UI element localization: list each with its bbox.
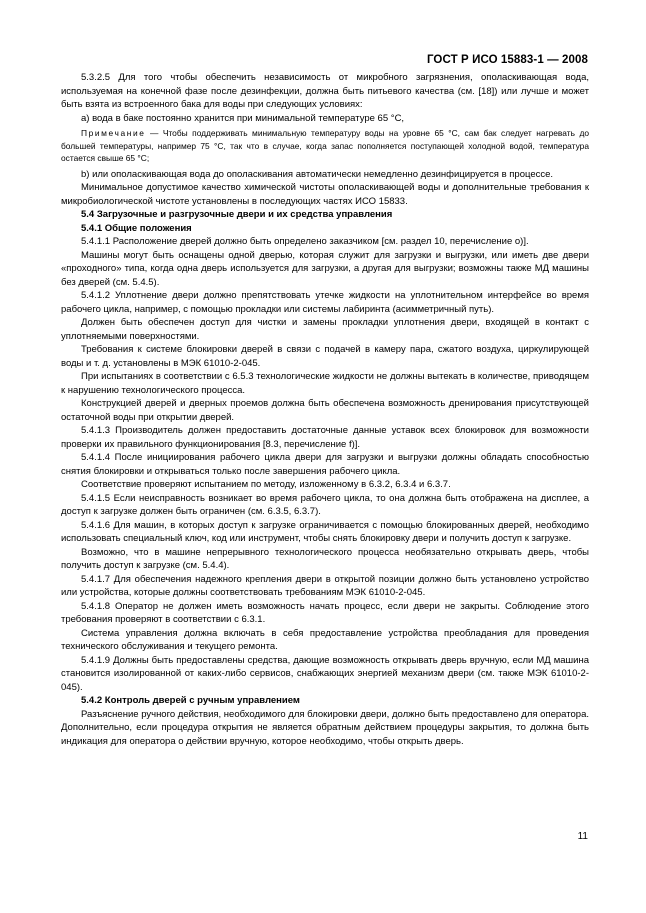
paragraph: Конструкцией дверей и дверных проемов должна быть обеспечена возможность дренирования присутствующей остаточной воды при открытии дверей.	[61, 398, 589, 423]
subsection-heading: 5.4.2 Контроль дверей с ручным управлением	[81, 695, 300, 706]
paragraph: Минимальное допустимое качество химической чистоты ополаскивающей воды и дополнительные требования к микробиологической чистоте установлены в последующих частях ИСО 15833.	[61, 182, 589, 207]
paragraph: 5.4.1.3 Производитель должен предоставить достаточные данные уставок всех блокировок для возможности проверки их правильного функционирования [8.3, перечисление f)].	[61, 425, 589, 450]
note-text: — Чтобы поддерживать минимальную температуру воды на уровне 65 °С, сам бак следует нагревать до большей температуры, например 75 °С, так что в случае, когда запас пополняется поступающей холодной водой, температура остается свыше 65 °С;	[61, 128, 589, 163]
paragraph: 5.4.1.6 Для машин, в которых доступ к загрузке ограничивается с помощью блокированных дверей, необходимо использовать специальный ключ, код или инструмент, чтобы снять блокировку двери и получить доступ к загрузке.	[61, 519, 589, 544]
paragraph: При испытаниях в соответствии с 6.5.3 технологические жидкости не должны вытекать в количестве, приводящем к нарушению технологического процесса.	[61, 371, 589, 396]
paragraph: 5.3.2.5 Для того чтобы обеспечить независимость от микробного загрязнения, ополаскивающая вода, используемая на конечной фазе после дезинфекции, должна быть питьевого качества (см. [18]) или лучше и может быть взята из встроенного бака для воды при следующих условиях:	[61, 72, 589, 110]
page-number: 11	[577, 831, 588, 842]
document-body	[61, 71, 589, 748]
paragraph: a) вода в баке постоянно хранится при минимальной температуре 65 °С,	[81, 112, 405, 124]
paragraph: 5.4.1.1 Расположение дверей должно быть определено заказчиком [см. раздел 10, перечисление o)].	[81, 236, 529, 247]
paragraph: Машины могут быть оснащены одной дверью, которая служит для загрузки и выгрузки, или иметь две двери «проходного» типа, когда одна дверь используется для загрузки, а другая для выгрузки; возможны также МД машины без дверей (см. 5.4.5).	[61, 249, 589, 288]
paragraph: Требования к системе блокировки дверей в связи с подачей в камеру пара, сжатого воздуха, циркулирующей воды и т. д. установлены в МЭК 61010-2-045.	[61, 344, 589, 369]
paragraph: 5.4.1.5 Если неисправность возникает во время рабочего цикла, то она должна быть отображена на дисплее, а доступ к загрузке должен быть ограничен (см. 6.3.5, 6.3.7).	[61, 492, 589, 517]
paragraph: Система управления должна включать в себя предоставление устройства преобладания для проведения технического обслуживания и текущего ремонта.	[61, 627, 589, 652]
subsection-heading: 5.4.1 Общие положения	[81, 222, 192, 234]
standard-header: ГОСТ Р ИСО 15883-1 — 2008	[426, 54, 588, 66]
paragraph: Разъяснение ручного действия, необходимого для блокировки двери, должно быть предоставлено для оператора. Дополнительно, если процедура открытия не является обратным действием процедуры закрытия, то должна быть индикация для оператора о действии вручную, которое необходимо, чтобы открыть дверь.	[61, 708, 589, 747]
paragraph: 5.4.1.7 Для обеспечения надежного крепления двери в открытой позиции должно быть установлено устройство или устройства, которые должны соответствовать требованиям МЭК 61010-2-045.	[61, 573, 589, 598]
paragraph: 5.4.1.8 Оператор не должен иметь возможность начать процесс, если двери не закрыты. Соблюдение этого требования проверяют в соответствии с 6.3.1.	[61, 600, 589, 625]
paragraph: b) или ополаскивающая вода до ополаскивания автоматически немедленно дезинфицируется в процессе.	[81, 168, 554, 180]
paragraph: 5.4.1.4 После инициирования рабочего цикла двери для загрузки и выгрузки должны обладать способностью снятия блокировки и открываться только после завершения рабочего цикла.	[61, 452, 589, 477]
note	[61, 127, 589, 165]
paragraph: Должен быть обеспечен доступ для чистки и замены прокладки уплотнения двери, входящей в контакт с уплотняемыми поверхностями.	[61, 317, 589, 342]
paragraph: Возможно, что в машине непрерывного технологического процесса необязательно открывать дверь, чтобы получить доступ к загрузке (см. 5.4.4).	[61, 546, 589, 571]
paragraph: 5.4.1.2 Уплотнение двери должно препятствовать утечке жидкости на уплотнительном интерфейсе во время рабочего цикла, например, с помощью прокладки или системы лабиринта (асимметричный путь).	[61, 290, 589, 315]
note-label: Примечание	[81, 128, 146, 138]
paragraph: 5.4.1.9 Должны быть предоставлены средства, дающие возможность открывать дверь вручную, если МД машина становится изолированной от каких-либо сервисов, снабжающих энергией механизм двери (см. также МЭК 61010-2-045).	[61, 654, 589, 693]
paragraph: Соответствие проверяют испытанием по методу, изложенному в 6.3.2, 6.3.4 и 6.3.7.	[81, 479, 451, 490]
section-heading: 5.4 Загрузочные и разгрузочные двери и их средства управления	[81, 209, 393, 220]
